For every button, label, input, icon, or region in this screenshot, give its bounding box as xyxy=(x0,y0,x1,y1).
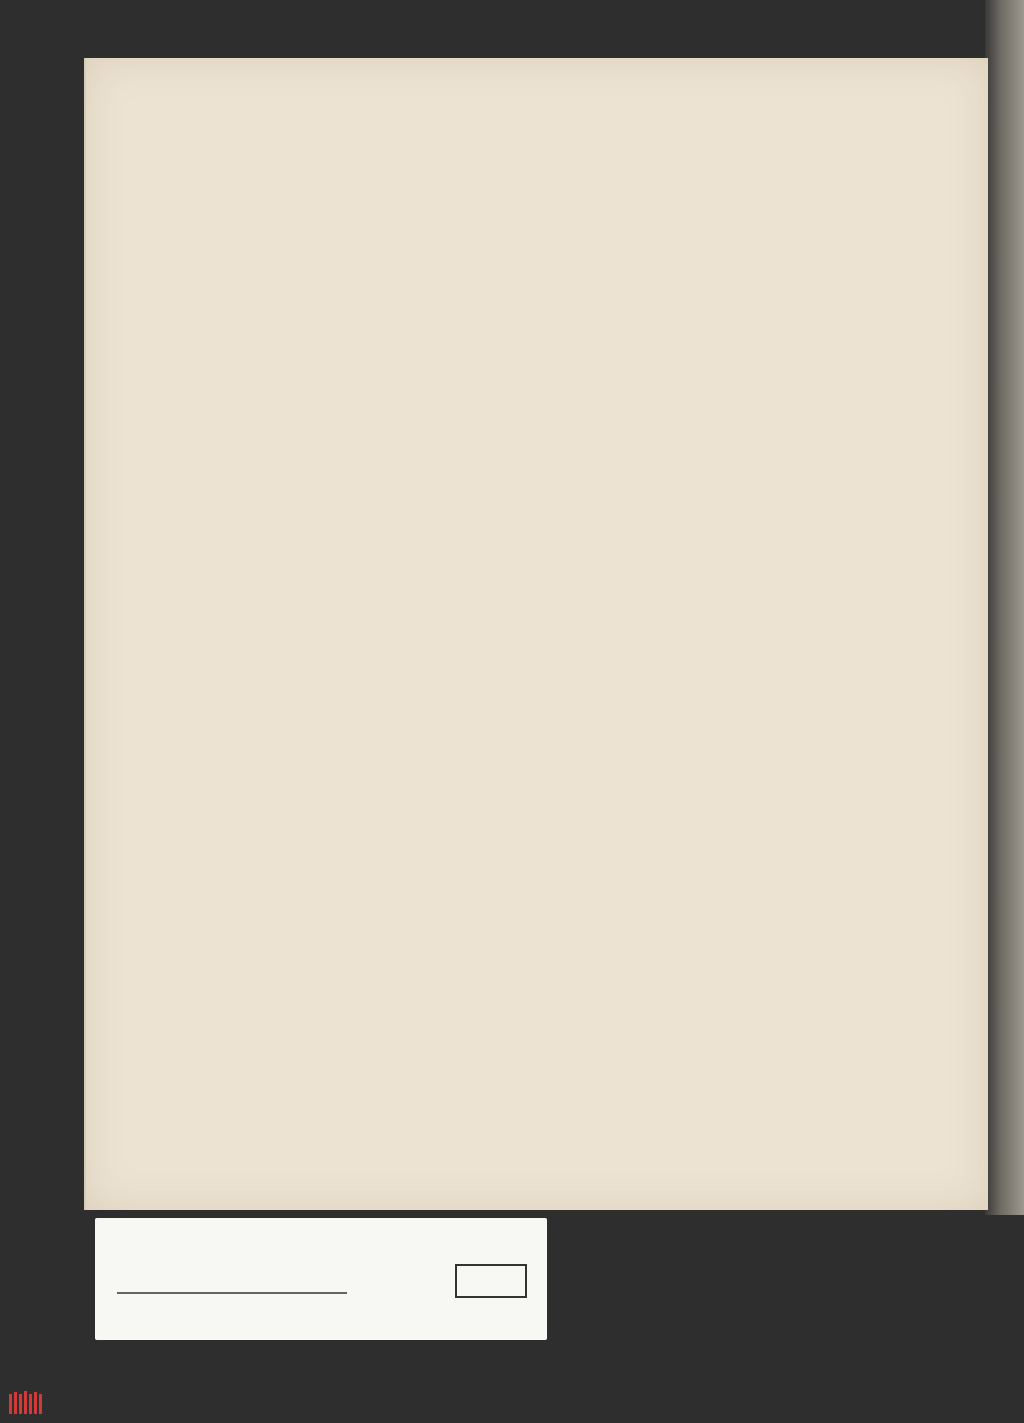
adjacent-page-edge xyxy=(985,0,1024,1215)
library-label-card xyxy=(95,1218,547,1340)
footer-bar xyxy=(0,1382,1024,1423)
gray-swatch xyxy=(508,1266,525,1296)
book-page xyxy=(84,58,988,1210)
gray-swatch xyxy=(457,1266,474,1296)
gray-swatch xyxy=(474,1266,491,1296)
gray-swatch xyxy=(491,1266,508,1296)
hab-logo-icon xyxy=(8,1390,48,1416)
gray-scale-swatches xyxy=(455,1264,527,1298)
ruler-scale-icon xyxy=(117,1266,347,1294)
